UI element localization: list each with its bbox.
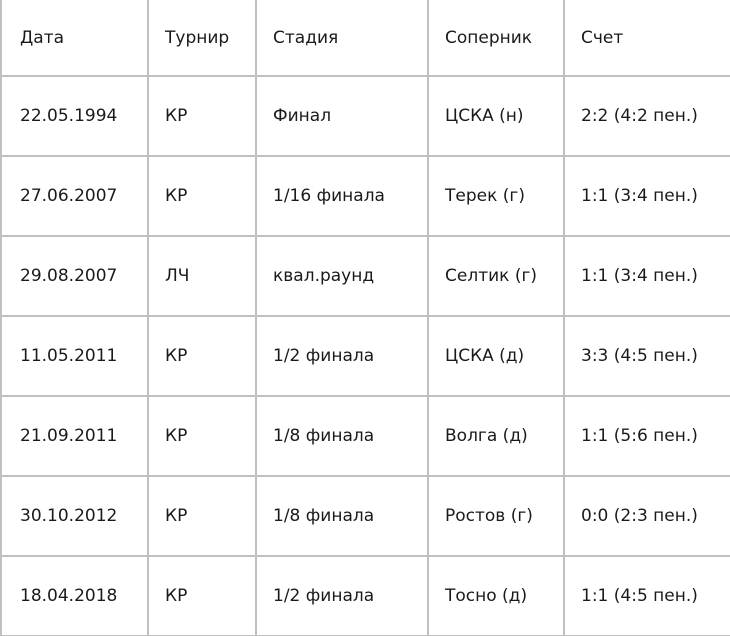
cell-opponent: Терек (г) <box>428 156 564 236</box>
table-row <box>1 316 730 396</box>
cell-tournament: КР <box>148 156 256 236</box>
table-row <box>1 556 730 636</box>
cell-score: 2:2 (4:2 пен.) <box>564 76 730 156</box>
cell-stage: 1/8 финала <box>256 396 428 476</box>
cell-score: 1:1 (3:4 пен.) <box>564 236 730 316</box>
cell-score: 0:0 (2:3 пен.) <box>564 476 730 556</box>
cell-tournament: ЛЧ <box>148 236 256 316</box>
cell-tournament: КР <box>148 476 256 556</box>
table-row <box>1 476 730 556</box>
header-row <box>1 0 730 76</box>
cell-date: 21.09.2011 <box>1 396 148 476</box>
cell-opponent: ЦСКА (д) <box>428 316 564 396</box>
cell-score: 1:1 (4:5 пен.) <box>564 556 730 636</box>
cell-date: 27.06.2007 <box>1 156 148 236</box>
cell-score: 1:1 (3:4 пен.) <box>564 156 730 236</box>
table-row <box>1 236 730 316</box>
cell-tournament: КР <box>148 76 256 156</box>
column-header-stage: Стадия <box>256 0 428 76</box>
cell-opponent: Волга (д) <box>428 396 564 476</box>
cell-date: 11.05.2011 <box>1 316 148 396</box>
cell-opponent: Ростов (г) <box>428 476 564 556</box>
cell-tournament: КР <box>148 396 256 476</box>
cell-date: 18.04.2018 <box>1 556 148 636</box>
table-row <box>1 156 730 236</box>
cell-date: 22.05.1994 <box>1 76 148 156</box>
cell-tournament: КР <box>148 556 256 636</box>
cell-stage: 1/16 финала <box>256 156 428 236</box>
column-header-date: Дата <box>1 0 148 76</box>
table-row <box>1 396 730 476</box>
cell-stage: 1/2 финала <box>256 316 428 396</box>
cell-stage: квал.раунд <box>256 236 428 316</box>
cell-score: 1:1 (5:6 пен.) <box>564 396 730 476</box>
column-header-score: Счет <box>564 0 730 76</box>
cell-stage: 1/2 финала <box>256 556 428 636</box>
cell-date: 30.10.2012 <box>1 476 148 556</box>
cell-stage: 1/8 финала <box>256 476 428 556</box>
cell-opponent: Селтик (г) <box>428 236 564 316</box>
cell-opponent: ЦСКА (н) <box>428 76 564 156</box>
cell-date: 29.08.2007 <box>1 236 148 316</box>
column-header-tournament: Турнир <box>148 0 256 76</box>
table-row <box>1 76 730 156</box>
cell-tournament: КР <box>148 316 256 396</box>
cell-stage: Финал <box>256 76 428 156</box>
column-header-opponent: Соперник <box>428 0 564 76</box>
cell-opponent: Тосно (д) <box>428 556 564 636</box>
cell-score: 3:3 (4:5 пен.) <box>564 316 730 396</box>
